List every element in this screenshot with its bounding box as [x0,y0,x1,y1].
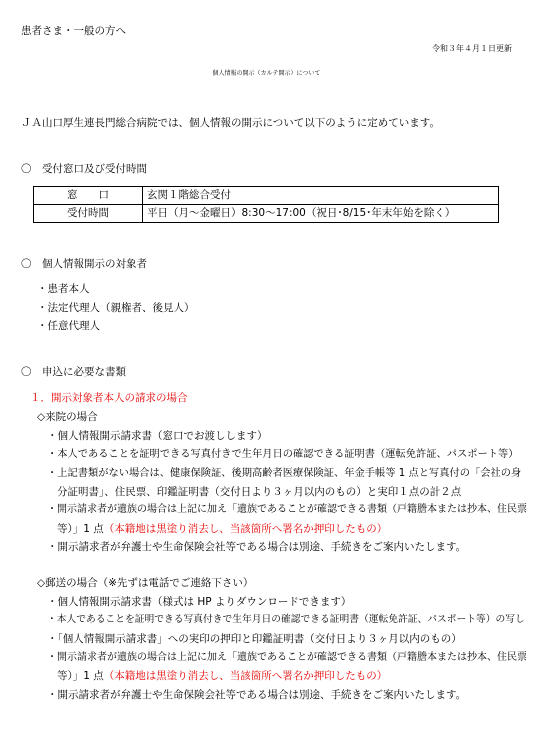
list-item-text: 等）」1 点 [57,670,104,682]
note-text: （本籍地は黒塗り消去し、当該箇所へ署名か押印したもの） [103,670,388,682]
documents-heading: 〇 申込に必要な書類 [21,366,126,378]
list-item: ・個人情報開示請求書（様式は HP よりダウンロードできます） [47,596,352,608]
mail-heading: ◇郵送の場合（※先ずは電話でご連絡下さい） [37,577,254,589]
reception-label-desk: 窓 口 [34,187,143,205]
list-item: ・患者本人 [37,283,90,295]
list-item: ・本人であることを証明できる写真付きで生年月日の確認できる証明書（運転免許証、パスポート等）の写し [47,614,525,625]
list-item-text: 等）」1 点 [57,523,104,535]
list-item: ・開示請求者が弁護士や生命保険会社等である場合は別途、手続きをご案内いたします。 [47,541,467,553]
list-item: ・開示請求者が弁護士や生命保険会社等である場合は別途、手続きをご案内いたします。 [47,689,467,701]
list-item: ・本人であることを証明できる写真付きで生年月日の確認できる証明書（運転免許証、パスポート等） [47,448,519,460]
reception-value-hours: 平日（月～金曜日）8:30～17:00（祝日･8/15･年末年始を除く） [143,205,499,223]
list-item: ・開示請求者が遺族の場合は上記に加え「遺族であることが確認できる書類（戸籍謄本または抄本、住民票 [47,652,527,663]
visit-heading: ◇来院の場合 [37,411,98,423]
page-title: 個人情報の開示（カルテ開示）について [212,70,321,77]
case1-heading: １．開示対象者本人の請求の場合 [30,392,188,404]
targets-heading: 〇 個人情報開示の対象者 [21,258,147,270]
list-item: ・法定代理人（親権者、後見人） [37,302,195,314]
reception-value-desk: 玄関１階総合受付 [143,187,499,205]
list-item: ・個人情報開示請求書（窓口でお渡しします） [47,430,268,442]
reception-heading: 〇 受付窓口及び受付時間 [21,163,147,175]
intro-text: ＪＡ山口厚生連長門総合病院では、個人情報の開示について以下のように定めています。 [21,117,440,129]
list-item: ・開示請求者が遺族の場合は上記に加え「遺族であることが確認できる書類（戸籍謄本または抄本、住民票 [47,504,527,515]
table-row [34,205,499,223]
reception-table [33,186,499,223]
list-item-continued: 分証明書」、住民票、印鑑証明書（交付日より３ヶ月以内のもの）と実印１点の計２点 [57,486,462,498]
note-text: （本籍地は黒塗り消去し、当該箇所へ署名か押印したもの） [103,523,388,535]
list-item: ・「個人情報開示請求書」への実印の押印と印鑑証明書（交付日より３ヶ月以内のもの） [47,633,462,645]
audience-label: 患者さま・一般の方へ [21,25,126,37]
reception-label-hours: 受付時間 [34,205,143,223]
list-item-continued [57,670,387,683]
updated-date: 令和３年４月１日更新 [432,44,512,53]
list-item: ・任意代理人 [37,320,100,332]
list-item: ・上記書類がない場合は、健康保険証、後期高齢者医療保険証、年金手帳等 1 点と写真付の「会社の身 [47,467,522,479]
table-row [34,187,499,205]
list-item-continued [57,523,387,536]
